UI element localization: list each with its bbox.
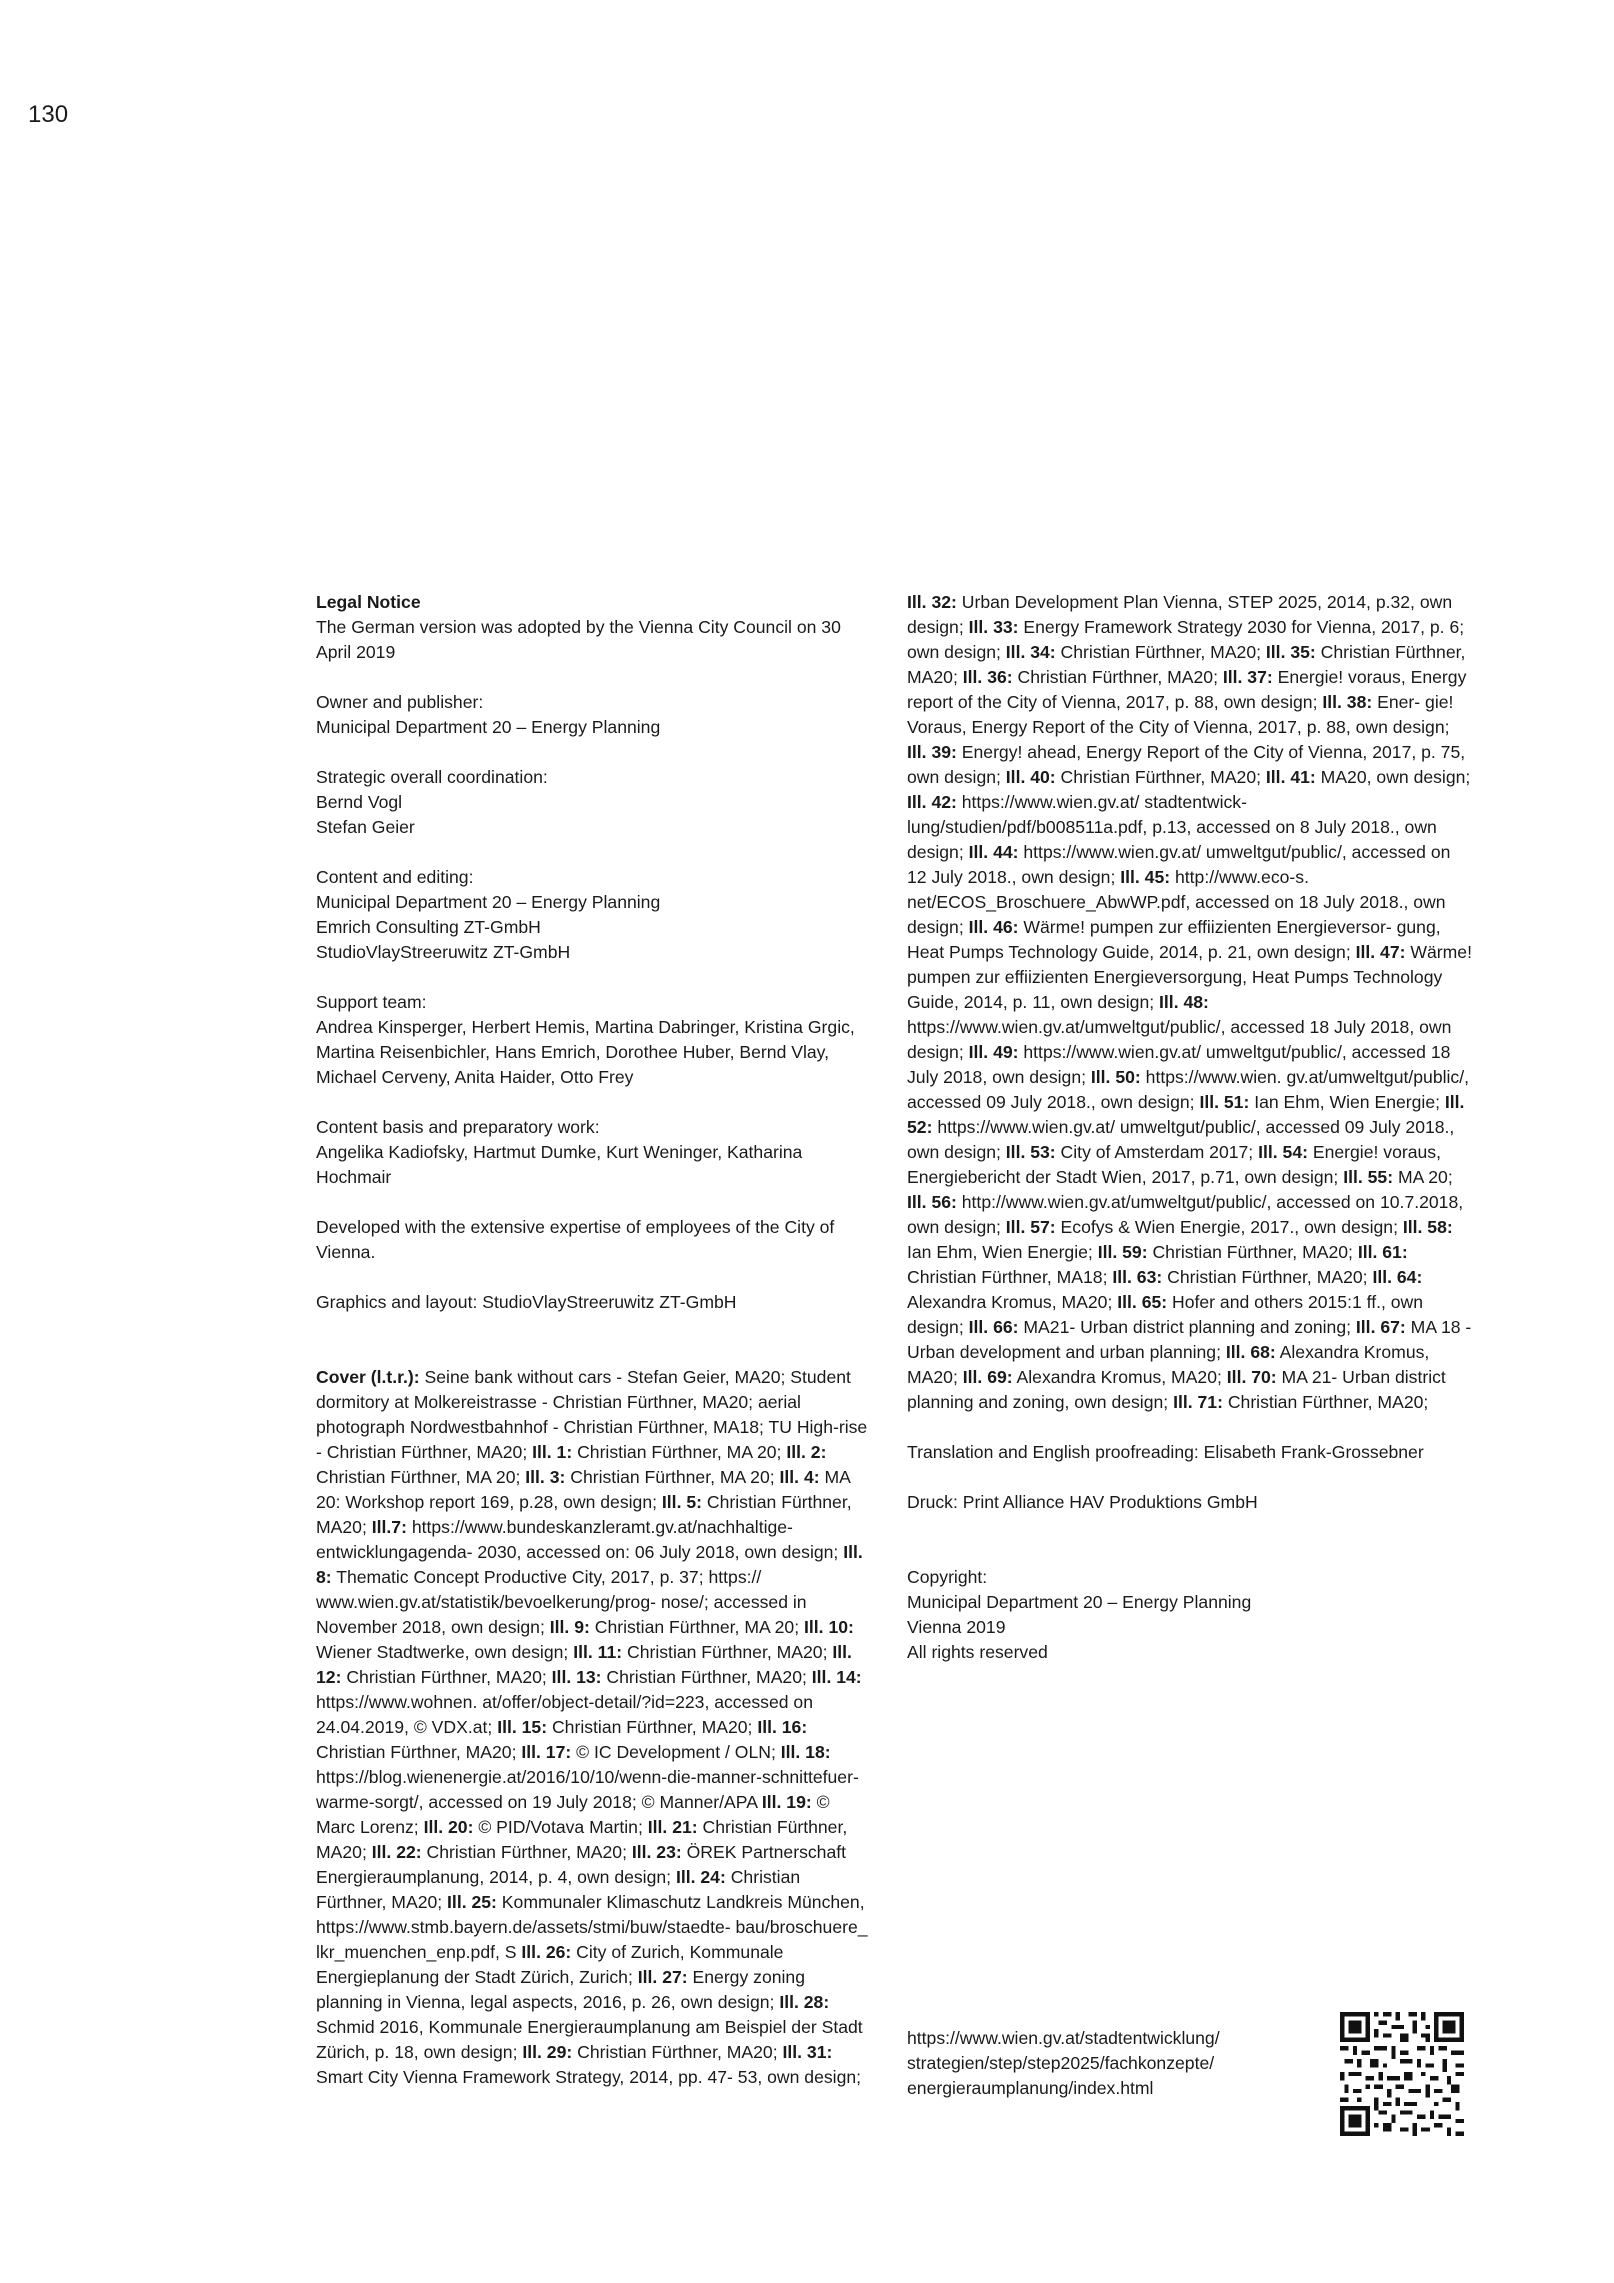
copyright-line: All rights reserved [907,1642,1048,1662]
credit-label: Ill. 63: [1112,1267,1163,1287]
credit-text: Alexandra Kromus, MA20; [907,1292,1118,1312]
credit-label: Ill. 11: [573,1642,623,1662]
credit-label: Ill. 55: [1343,1167,1394,1187]
credit-label: Ill. 15: [497,1717,548,1737]
credit-text: Energie! voraus, Energy report of the City of Vienna, 2017, p. 88, own design; [907,667,1467,712]
credit-text: Christian Fürthner, MA20; [1162,1267,1373,1287]
image-credits-left [316,1365,871,2090]
credit-label: Ill. 17: [521,1742,572,1762]
credit-text: Energy Framework Strategy 2030 for Vienna, 2017, p. 6; own design; [907,617,1465,662]
credit-label: Ill. 40: [1005,767,1056,787]
credit-text: Alexandra Kromus, MA20; [907,1342,1430,1387]
coordination-block [316,765,871,840]
credit-label: Ill. 53: [1005,1142,1056,1162]
credit-text: Christian Fürthner, MA20; [622,1642,833,1662]
credit-label: Ill. 50: [1090,1067,1141,1087]
credit-label: Ill. 36: [962,667,1013,687]
credit-text: Christian Fürthner, MA20; [316,1817,848,1862]
credit-label: Ill. 41: [1265,767,1316,787]
credit-text: Ian Ehm, Wien Energie; [907,1242,1098,1262]
credit-text: ÖREK Partnerschaft Energieraumplanung, 2014, p. 4, own design; [316,1842,847,1887]
credit-text: Christian Fürthner, MA 20; [316,1467,526,1487]
credit-text: Christian Fürthner, MA 20; [565,1467,780,1487]
page-number: 130 [28,101,69,128]
content-basis-names: Angelika Kadiofsky, Hartmut Dumke, Kurt Weninger, Katharina Hochmair [316,1142,803,1187]
credit-text: Smart City Vienna Framework Strategy, 2014, pp. 47- 53, own design; [316,2067,862,2087]
credit-label: Ill. 18: [780,1742,831,1762]
support-team-label: Support team: [316,992,427,1012]
credit-text: Kommunaler Klimaschutz Landkreis München, https://www.stmb.bayern.de/assets/stmi/buw/staedte- bau/broschuere_ lkr_muenchen_enp.pdf, S [316,1892,868,1962]
credit-label: Ill. 4: [779,1467,820,1487]
left-column [316,590,871,2090]
credit-text: Christian Fürthner, MA20; [421,1842,632,1862]
credit-label: Ill. 68: [1225,1342,1276,1362]
credit-label: Ill. 44: [968,842,1019,862]
copyright-line: Vienna 2019 [907,1617,1006,1637]
credit-text: © PID/Votava Martin; [473,1817,648,1837]
support-team-block [316,990,871,1090]
credit-text: Christian Fürthner, MA20; [1055,767,1266,787]
credit-text: Christian Fürthner, MA20; [907,642,1466,687]
credit-text: MA 20: Workshop report 169, p.28, own design; [316,1467,850,1512]
graphics-block [316,1290,871,1315]
credit-text: MA20, own design; [1315,767,1471,787]
credit-text: https://www.wien.gv.at/umweltgut/public/, accessed 18 July 2018, own design; [907,1017,1452,1062]
credit-text: Energie! voraus, Energiebericht der Stadt Wien, 2017, p.71, own design; [907,1142,1441,1187]
credit-text: © IC Development / OLN; [571,1742,781,1762]
credit-text: https://www.wohnen. at/offer/object-detail/?id=223, accessed on 24.04.2019, © VDX.at; [316,1692,814,1737]
credit-text: Ian Ehm, Wien Energie; [1249,1092,1445,1112]
credit-label: Ill. 34: [1005,642,1056,662]
credit-text: https://www.bundeskanzleramt.gv.at/nachhaltige-entwicklungagenda- 2030, accessed on: 06 July 2018, own design; [316,1517,844,1562]
credit-text: Christian Fürthner, MA20; [601,1667,812,1687]
credit-label: Ill. 33: [968,617,1019,637]
credit-label: Ill. 56: [907,1192,957,1212]
credit-label: Ill. 54: [1258,1142,1308,1162]
coordination-label: Strategic overall coordination: [316,767,548,787]
credit-text: Energy! ahead, Energy Report of the City of Vienna, 2017, p. 75, own design; [907,742,1466,787]
owner-block [316,690,871,740]
credit-label: Ill. 46: [968,917,1019,937]
credit-text: MA 20; [1393,1167,1453,1187]
copyright-block [907,1565,1472,1665]
credit-label: Ill. 10: [804,1617,854,1637]
credit-text: City of Amsterdam 2017; [1055,1142,1259,1162]
credit-label: Ill. 47: [1355,942,1406,962]
credit-text: Wiener Stadtwerke, own design; [316,1642,574,1662]
credit-label: Ill. 19: [761,1792,812,1812]
copyright-label: Copyright: [907,1567,988,1587]
url-line[interactable]: energieraumplanung/index.html [907,2078,1154,2098]
content-editing-line: StudioVlayStreeruwitz ZT-GmbH [316,942,571,962]
credit-text: Urban Development Plan Vienna, STEP 2025, 2014, p.32, own design; [907,592,1453,637]
credit-text: Christian Fürthner, MA20; [316,1492,852,1537]
credit-label: Cover (l.t.r.): [316,1367,420,1387]
credit-label: Ill. 65: [1117,1292,1168,1312]
credit-label: Ill. 21: [647,1817,698,1837]
credit-text: MA 21- Urban district planning and zoning, own design; [907,1367,1446,1412]
credit-text: https://www.wien.gv.at/ umweltgut/public/, accessed 18 July 2018, own design; [907,1042,1451,1087]
credit-text: http://www.eco-s. net/ECOS_Broschuere_AbwWP.pdf, accessed on 18 July 2018., own design; [907,867,1446,937]
content-editing-block [316,865,871,965]
url-line[interactable]: strategien/step/step2025/fachkonzepte/ [907,2053,1215,2073]
credit-text: Wärme! pumpen zur effiizienten Energieversorgung, Heat Pumps Technology Guide, 2014, p. 11, own design; [907,942,1472,1012]
credit-label: Ill. 52: [907,1092,1465,1137]
credit-text: Christian Fürthner, MA20; [1147,1242,1358,1262]
strategy-url[interactable] [907,2026,1307,2101]
content-basis-label: Content basis and preparatory work: [316,1117,600,1137]
support-team-names: Andrea Kinsperger, Herbert Hemis, Martina Dabringer, Kristina Grgic, Martina Reisenbichler, Hans Emrich, Dorothee Huber, Bernd Vlay, Michael Cerveny, Anita Haider, Otto Frey [316,1017,855,1087]
credit-label: Ill. 69: [962,1367,1013,1387]
credit-text: Christian Fürthner, MA20; [1222,1392,1429,1412]
credit-label: Ill.7: [371,1517,407,1537]
credit-text: Christian Fürthner, MA20; [316,1867,801,1912]
credit-text: Christian Fürthner, MA18; [907,1267,1113,1287]
credit-label: Ill. 51: [1199,1092,1250,1112]
credit-label: Ill. 29: [522,2042,573,2062]
credit-label: Ill. 31: [782,2042,833,2062]
right-column [907,590,1472,1690]
credit-label: Ill. 49: [968,1042,1019,1062]
credit-label: Ill. 25: [447,1892,497,1912]
credit-text: Hofer and others 2015:1 ff., own design; [907,1292,1424,1337]
credit-label: Ill. 13: [551,1667,602,1687]
credit-label: Ill. 3: [525,1467,566,1487]
credit-label: Ill. 22: [371,1842,422,1862]
content-basis-block [316,1115,871,1190]
translation-text: Translation and English proofreading: Elisabeth Frank-Grossebner [907,1442,1424,1462]
credit-label: Ill. 20: [423,1817,474,1837]
credit-text: Alexandra Kromus, MA20; [1012,1367,1227,1387]
credit-text: https://blog.wienenergie.at/2016/10/10/wenn-die-manner-schnittefuer- warme-sorgt/, accessed on 19 July 2018; © Manner/APA [316,1767,859,1812]
credit-text: Ener- gie! Voraus, Energy Report of the City of Vienna, 2017, p. 88, own design; [907,692,1454,737]
credit-label: Ill. 14: [811,1667,862,1687]
developed-text: Developed with the extensive expertise of employees of the City of Vienna. [316,1217,835,1262]
owner-line: Municipal Department 20 – Energy Planning [316,717,661,737]
translation-block [907,1440,1472,1465]
legal-notice-title: Legal Notice [316,592,421,612]
credit-text: https://www.wien. gv.at/umweltgut/public/, accessed 09 July 2018., own design; [907,1067,1469,1112]
credit-label: Ill. 64: [1372,1267,1423,1287]
credit-label: Ill. 59: [1097,1242,1148,1262]
credit-text: https://www.wien.gv.at/ umweltgut/public/, accessed 09 July 2018., own design; [907,1117,1455,1162]
legal-notice-intro: The German version was adopted by the Vienna City Council on 30 April 2019 [316,617,841,662]
copyright-line: Municipal Department 20 – Energy Planning [907,1592,1252,1612]
print-text: Druck: Print Alliance HAV Produktions GmbH [907,1492,1258,1512]
credit-label: Ill. 8: [316,1542,863,1587]
developed-block [316,1215,871,1265]
coordination-line: Stefan Geier [316,817,415,837]
credit-label: Ill. 28: [779,1992,830,2012]
credit-label: Ill. 70: [1226,1367,1277,1387]
credit-text: http://www.wien.gv.at/umweltgut/public/, accessed on 10.7.2018, own design; [907,1192,1464,1237]
credit-label: Ill. 67: [1355,1317,1406,1337]
legal-notice-block [316,590,871,665]
credit-text: Christian Fürthner, MA20; [316,1742,522,1762]
credit-text: MA 18 - Urban development and urban planning; [907,1317,1472,1362]
credit-label: Ill. 61: [1357,1242,1408,1262]
credit-text: Christian Fürthner, MA20; [341,1667,552,1687]
credit-label: Ill. 37: [1222,667,1273,687]
credit-label: Ill. 23: [631,1842,682,1862]
credit-label: Ill. 35: [1265,642,1316,662]
print-block [907,1490,1472,1515]
image-credits-right [907,590,1472,1415]
credit-text: Thematic Concept Productive City, 2017, p. 37; https:// www.wien.gv.at/statistik/bevoelkerung/prog- nose/; accessed in November 2018, own design; [316,1567,807,1637]
url-line[interactable]: https://www.wien.gv.at/stadtentwicklung/ [907,2028,1220,2048]
coordination-line: Bernd Vogl [316,792,403,812]
credit-label: Ill. 26: [521,1942,572,1962]
credit-label: Ill. 1: [532,1442,573,1462]
content-editing-line: Municipal Department 20 – Energy Planning [316,892,661,912]
graphics-text: Graphics and layout: StudioVlayStreeruwitz ZT-GmbH [316,1292,737,1312]
credit-label: Ill. 12: [316,1642,852,1687]
credit-text: https://www.wien.gv.at/ stadtentwick- lung/studien/pdf/b008511a.pdf, p.13, accessed on 8 July 2018., own design; [907,792,1437,862]
credit-label: Ill. 9: [549,1617,590,1637]
credit-text: City of Zurich, Kommunale Energieplanung der Stadt Zürich, Zurich; [316,1942,784,1987]
credit-label: Ill. 32: [907,592,957,612]
credit-label: Ill. 5: [661,1492,702,1512]
credit-text: Seine bank without cars - Stefan Geier, MA20; Student dormitory at Molkereistrasse - Christian Fürthner, MA20; aerial photograph Nordwestbahnhof - Christian Fürthner, MA18; TU High-rise - Christian Fürthner, MA20; [316,1367,868,1462]
credit-label: Ill. 24: [675,1867,726,1887]
owner-label: Owner and publisher: [316,692,484,712]
credit-label: Ill. 66: [968,1317,1019,1337]
credit-label: Ill. 16: [757,1717,808,1737]
credit-text: Christian Fürthner, MA 20; [589,1617,804,1637]
credit-text: https://www.wien.gv.at/ umweltgut/public/, accessed on 12 July 2018., own design; [907,842,1451,887]
credit-label: Ill. 58: [1402,1217,1453,1237]
credit-text: Ecofys & Wien Energie, 2017., own design; [1055,1217,1403,1237]
credit-label: Ill. 45: [1120,867,1171,887]
credit-label: Ill. 27: [637,1967,688,1987]
credit-text: Christian Fürthner, MA20; [572,2042,783,2062]
content-editing-line: Emrich Consulting ZT-GmbH [316,917,541,937]
credit-label: Ill. 38: [1322,692,1373,712]
credit-text: MA21- Urban district planning and zoning; [1018,1317,1356,1337]
credit-label: Ill. 39: [907,742,957,762]
credit-label: Ill. 71: [1173,1392,1223,1412]
credit-text: © Marc Lorenz; [316,1792,830,1837]
credit-label: Ill. 42: [907,792,957,812]
credit-text: Christian Fürthner, MA20; [547,1717,758,1737]
credit-text: Schmid 2016, Kommunale Energieraumplanung am Beispiel der Stadt Zürich, p. 18, own design; [316,2017,863,2062]
credit-text: Christian Fürthner, MA20; [1055,642,1266,662]
credit-label: Ill. 48: [1159,992,1209,1012]
credit-text: Christian Fürthner, MA20; [1012,667,1223,687]
qr-code-icon[interactable] [1340,2012,1464,2136]
content-editing-label: Content and editing: [316,867,474,887]
credit-text: Christian Fürthner, MA 20; [572,1442,787,1462]
credit-text: Wärme! pumpen zur effiizienten Energieversor- gung, Heat Pumps Technology Guide, 2014, p. 21, own design; [907,917,1441,962]
credit-label: Ill. 2: [786,1442,827,1462]
credit-text: Energy zoning planning in Vienna, legal aspects, 2016, p. 26, own design; [316,1967,805,2012]
credit-label: Ill. 57: [1005,1217,1056,1237]
